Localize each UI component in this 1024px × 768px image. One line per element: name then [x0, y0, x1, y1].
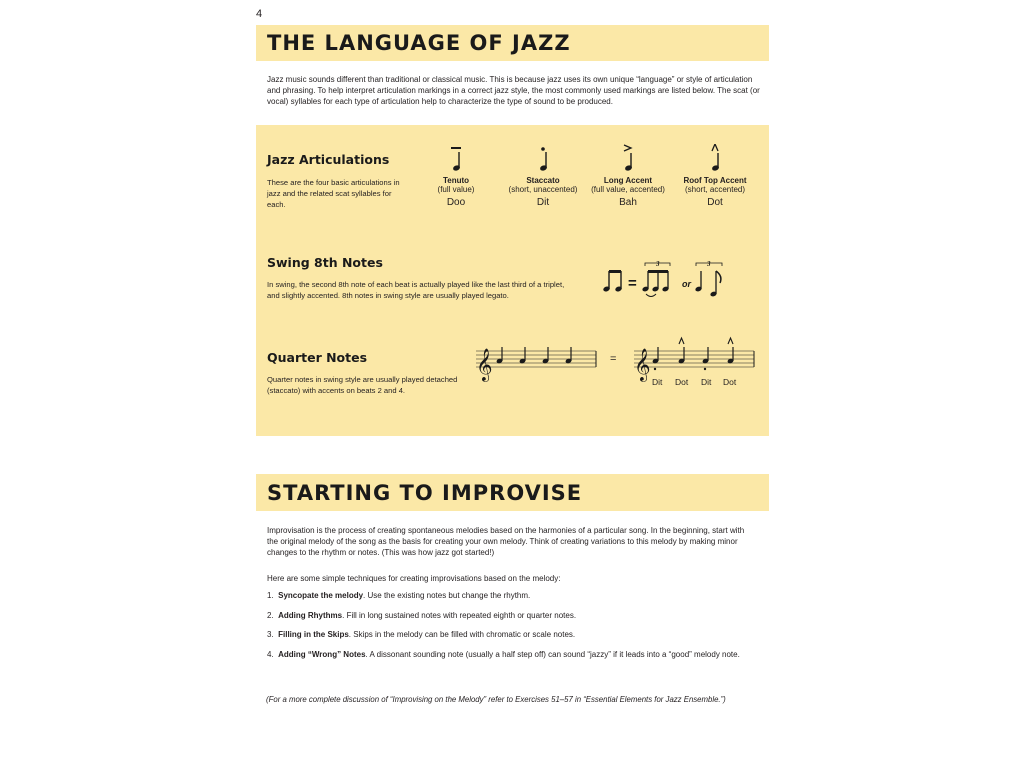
item-number: 3.: [267, 630, 274, 639]
item-bold: Syncopate the melody: [278, 591, 364, 600]
jazz-articulations-description: These are the four basic articulations in jazz and the related scat syllables for each.: [267, 178, 400, 209]
swing-or-label: or: [682, 279, 691, 289]
quarter-notes-staff-plain: [474, 340, 600, 382]
scat-syllable: Dot: [723, 377, 737, 387]
articulation-detail: (full value): [437, 185, 475, 194]
item-bold: Adding “Wrong” Notes: [278, 650, 366, 659]
swing-8th-notes-description: In swing, the second 8th note of each beat is actually played like the last third of a triplet, and slightly accented. 8th notes in swing style are usually played legato.: [267, 280, 565, 300]
articulation-roof-top-accent: [675, 144, 755, 210]
scat-syllable: Dot: [675, 377, 689, 387]
triplet-number-2: 3: [707, 260, 711, 268]
quarter-notes-staff-articulated: [632, 334, 758, 382]
item-text: . Fill in long sustained notes with repeated eighth or quarter notes.: [342, 611, 577, 620]
long-accent-icon: [613, 144, 643, 172]
articulation-detail: (short, unaccented): [508, 185, 578, 194]
roof-top-accent-icon: [700, 144, 730, 172]
item-text: . Skips in the melody can be filled with chromatic or scale notes.: [348, 630, 576, 639]
swing-equals-sign: =: [628, 275, 637, 292]
page-number: 4: [256, 8, 263, 20]
tenuto-icon: [441, 144, 471, 172]
scat-syllable: Dit: [652, 377, 663, 387]
item-bold: Adding Rhythms: [278, 611, 343, 620]
articulation-name: Roof Top Accent: [683, 176, 747, 185]
treble-clef-icon: 𝄞: [476, 348, 493, 381]
item-number: 4.: [267, 650, 274, 659]
technique-item-3: [267, 630, 777, 639]
item-text: . A dissonant sounding note (usually a half step off) can sound “jazzy” if it leads into a “good” melody note.: [365, 650, 740, 659]
technique-item-4: [267, 650, 777, 659]
footnote: (For a more complete discussion of “Improvising on the Melody” refer to Exercises 51–57 in “Essential Elements for Jazz Ensemble.”): [266, 695, 726, 704]
jazz-articulations-title: Jazz Articulations: [267, 152, 390, 167]
improvise-paragraph: Improvisation is the process of creating spontaneous melodies based on the harmonies of a particular song. In the beginning, start with the original melody of the song as the basis for creating your own melody. Think of creating variations to this melody by making minor changes to the rhythm or notes. (This was how jazz got started!): [267, 526, 745, 557]
swing-8th-notes-title: Swing 8th Notes: [267, 255, 383, 270]
quarter-equals-sign: =: [610, 353, 617, 365]
item-number: 1.: [267, 591, 274, 600]
item-text: . Use the existing notes but change the rhythm.: [363, 591, 531, 600]
articulation-detail: (full value, accented): [591, 185, 665, 194]
item-bold: Filling in the Skips: [278, 630, 349, 639]
articulation-name: Long Accent: [603, 176, 653, 185]
articulation-syllable: Dit: [536, 197, 550, 208]
technique-item-1: [267, 591, 777, 600]
articulation-staccato: [503, 144, 583, 210]
treble-clef-icon: 𝄞: [634, 348, 651, 381]
techniques-lead: Here are some simple techniques for creating improvisations based on the melody:: [267, 574, 561, 583]
triplet-number: 3: [656, 260, 660, 268]
articulation-tenuto: [416, 144, 496, 210]
articulation-name: Tenuto: [442, 176, 470, 185]
intro-paragraph: Jazz music sounds different than traditional or classical music. This is because jazz uses its own unique “language” or style of articulation and phrasing. To help interpret articulation markings in a correct jazz style, the most commonly used markings are listed below. The scat (or vocal) syllables for each type of articulation help to characterize the type of sound to be produced.: [267, 75, 760, 106]
quarter-notes-title: Quarter Notes: [267, 350, 368, 365]
swing-notation: [600, 256, 732, 304]
section-title-language-of-jazz: THE LANGUAGE OF JAZZ: [256, 25, 769, 61]
item-number: 2.: [267, 611, 274, 620]
articulation-syllable: Bah: [619, 197, 637, 208]
scat-syllable: Dit: [701, 377, 712, 387]
quarter-notes-description: Quarter notes in swing style are usually played detached (staccato) with accents on beats 2 and 4.: [267, 375, 458, 395]
articulation-syllable: Dot: [707, 197, 723, 208]
articulation-long-accent: [588, 144, 668, 210]
articulation-syllable: Doo: [446, 197, 466, 208]
staccato-icon: [528, 144, 558, 172]
articulation-name: Staccato: [526, 176, 560, 185]
technique-item-2: [267, 611, 777, 620]
section-title-starting-to-improvise: STARTING TO IMPROVISE: [256, 474, 769, 511]
articulation-detail: (short, accented): [684, 185, 746, 194]
